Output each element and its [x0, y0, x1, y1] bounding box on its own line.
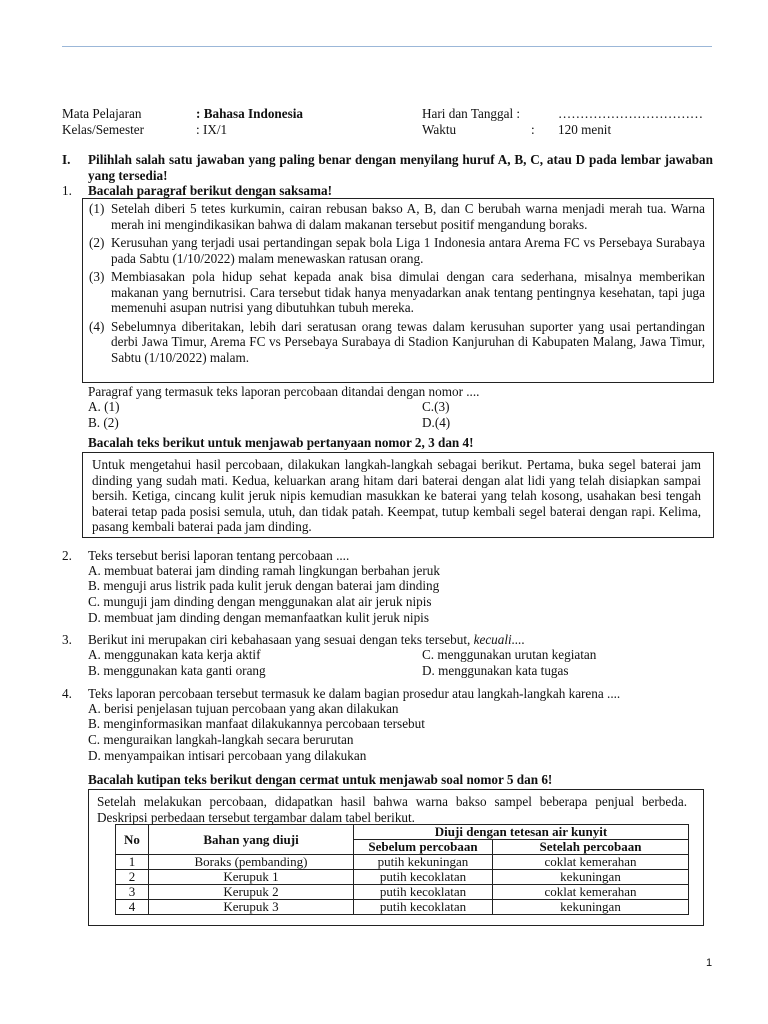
table-cell-bahan: Boraks (pembanding): [149, 855, 354, 870]
question-4-option-a[interactable]: A. berisi penjelasan tujuan percobaan yang akan dilakukan: [88, 701, 399, 716]
table-cell-after: kekuningan: [493, 870, 689, 885]
question-1-intro: Bacalah paragraf berikut dengan saksama!: [88, 183, 332, 198]
question-3-option-b[interactable]: B. menggunakan kata ganti orang: [88, 663, 266, 678]
question-1-option-a[interactable]: A. (1): [88, 399, 120, 414]
paragraph-text: Setelah diberi 5 tetes kurkumin, cairan rebusan bakso A, B, dan C berubah warna menjadi merah tua. Warna merah ini mengindikasikan bahwa di dalam makanan tersebut positif mengandung boraks.: [111, 201, 705, 232]
section-number: I.: [62, 152, 71, 167]
table-cell-before: putih kecoklatan: [354, 900, 493, 915]
question-3-option-a[interactable]: A. menggunakan kata kerja aktif: [88, 647, 261, 662]
table-header-after: Setelah percobaan: [493, 840, 689, 855]
question-2-option-b[interactable]: B. menguji arus listrik pada kulit jeruk dengan baterai jam dinding: [88, 578, 440, 593]
question-3-text: [88, 632, 525, 648]
question-1-text: Paragraf yang termasuk teks laporan percobaan ditandai dengan nomor ....: [88, 384, 480, 399]
passage-2-intro: Bacalah teks berikut untuk menjawab pertanyaan nomor 2, 3 dan 4!: [88, 435, 474, 450]
subject-value: : Bahasa Indonesia: [196, 106, 304, 121]
table-cell-no: 1: [116, 855, 149, 870]
paragraph-1: [89, 201, 705, 232]
question-3-stem: Berikut ini merupakan ciri kebahasaan yang sesuai dengan teks tersebut,: [88, 632, 471, 647]
question-4-option-b[interactable]: B. menginformasikan manfaat dilakukannya percobaan tersebut: [88, 716, 425, 731]
results-table: [115, 824, 689, 915]
question-4-option-d[interactable]: D. menyampaikan intisari percobaan yang dilakukan: [88, 748, 367, 763]
table-cell-no: 3: [116, 885, 149, 900]
question-2-text: Teks tersebut berisi laporan tentang percobaan ....: [88, 548, 350, 563]
question-4-option-c[interactable]: C. menguraikan langkah-langkah secara berurutan: [88, 732, 354, 747]
time-label: Waktu: [422, 122, 457, 137]
paragraph-3: [89, 269, 705, 316]
question-2-option-a[interactable]: A. membuat baterai jam dinding ramah lingkungan berbahan jeruk: [88, 563, 440, 578]
table-header-before: Sebelum percobaan: [354, 840, 493, 855]
table-row: [116, 855, 689, 870]
paragraph-text: Kerusuhan yang terjadi usai pertandingan sepak bola Liga 1 Indonesia antara Arema FC vs Persebaya Surabaya pada Sabtu (1/10/2022) malam menewaskan ratusan orang.: [111, 235, 705, 266]
table-cell-after: kekuningan: [493, 900, 689, 915]
paragraph-number: (3): [89, 269, 105, 284]
question-3-emphasis: kecuali: [473, 632, 512, 647]
passage-2-text: Untuk mengetahui hasil percobaan, dilakukan langkah-langkah sebagai berikut. Pertama, buka segel baterai jam dinding yang sudah mati. Kedua, keluarkan arang hitam dari baterai dengan alat lidi yang telah disiapkan sampai bersih. Ketiga, cincang kulit jeruk nipis kemudian masukkan ke baterai yang telah kosong, usahakan besi tengah baterai tetap pada posisi semula, utuh, dan tidak patah. Keempat, tutup kembali segel baterai dengan rapi. Kelima, pasang kembali baterai pada jam dinding.: [92, 457, 701, 534]
table-cell-after: coklat kemerahan: [493, 885, 689, 900]
question-4-text: Teks laporan percobaan tersebut termasuk ke dalam bagian prosedur atau langkah-langkah karena ....: [88, 686, 621, 701]
class-label: Kelas/Semester: [62, 122, 145, 137]
question-1-option-d[interactable]: D.(4): [422, 415, 451, 430]
question-2-option-c[interactable]: C. munguji jam dinding dengan menggunakan alat air jeruk nipis: [88, 594, 432, 609]
passage-3-intro: Bacalah kutipan teks berikut dengan cermat untuk menjawab soal nomor 5 dan 6!: [88, 772, 553, 787]
paragraph-number: (1): [89, 201, 105, 216]
table-cell-bahan: Kerupuk 1: [149, 870, 354, 885]
question-3-option-c[interactable]: C. menggunakan urutan kegiatan: [422, 647, 597, 662]
question-1-option-c[interactable]: C.(3): [422, 399, 450, 414]
table-cell-before: putih kecoklatan: [354, 870, 493, 885]
paragraph-text: Membiasakan pola hidup sehat kepada anak bisa dimulai dengan cara sederhana, misalnya memberikan makanan yang bernutrisi. Cara tersebut tidak hanya menyadarkan anak tentang pentingnya kesehatan, tapi juga memenuhi asupan nutrisi yang dibutuhkan tubuh mereka.: [111, 269, 705, 315]
paragraph-number: (4): [89, 318, 105, 334]
header-rule: [62, 46, 712, 47]
table-row: [116, 870, 689, 885]
table-header-group: Diuji dengan tetesan air kunyit: [354, 825, 689, 840]
question-3-number: 3.: [62, 632, 72, 647]
passage-3-text: Setelah melakukan percobaan, didapatkan hasil bahwa warna bakso sampel beberapa penjual berbeda. Deskripsi perbedaan tersebut tergambar dalam tabel berikut.: [97, 794, 687, 825]
question-1-option-b[interactable]: B. (2): [88, 415, 119, 430]
question-4-number: 4.: [62, 686, 72, 701]
date-label: Hari dan Tanggal :: [422, 106, 521, 121]
table-cell-after: coklat kemerahan: [493, 855, 689, 870]
table-header-no: No: [116, 825, 149, 855]
paragraph-text: Sebelumnya diberitakan, lebih dari seratusan orang tewas dalam kerusuhan suporter yang usai pertandingan derbi Jawa Timur, Arema FC vs Persebaya Surabaya di Stadion Kanjuruhan di Kabupaten Malang, Jawa Timur, Sabtu (1/10/2022) malam.: [111, 318, 705, 365]
table-cell-before: putih kecoklatan: [354, 885, 493, 900]
table-cell-no: 4: [116, 900, 149, 915]
question-2-number: 2.: [62, 548, 72, 563]
date-value: ……………………………: [558, 106, 704, 121]
time-value: 120 menit: [558, 122, 612, 137]
paragraph-number: (2): [89, 235, 105, 250]
paragraph-4: [89, 319, 705, 366]
question-3-option-d[interactable]: D. menggunakan kata tugas: [422, 663, 569, 678]
table-cell-before: putih kekuningan: [354, 855, 493, 870]
question-1-number: 1.: [62, 183, 72, 198]
table-cell-bahan: Kerupuk 2: [149, 885, 354, 900]
question-2-option-d[interactable]: D. membuat jam dinding dengan memanfaatkan kulit jeruk nipis: [88, 610, 429, 625]
class-value: : IX/1: [196, 122, 228, 137]
passage-3-box: [88, 789, 704, 926]
table-row: [116, 900, 689, 915]
table-row: [116, 885, 689, 900]
section-instruction: Pilihlah salah satu jawaban yang paling benar dengan menyilang huruf A, B, C, atau D pada lembar jawaban yang tersedia!: [88, 152, 713, 183]
paragraph-box: [82, 198, 714, 383]
table-cell-no: 2: [116, 870, 149, 885]
passage-2-box: [82, 452, 714, 538]
page-number: 1: [706, 957, 713, 969]
table-header-bahan: Bahan yang diuji: [149, 825, 354, 855]
paragraph-2: [89, 235, 705, 266]
time-colon: :: [531, 122, 535, 137]
question-3-ellipsis: ....: [511, 632, 525, 647]
table-cell-bahan: Kerupuk 3: [149, 900, 354, 915]
subject-label: Mata Pelajaran: [62, 106, 142, 121]
